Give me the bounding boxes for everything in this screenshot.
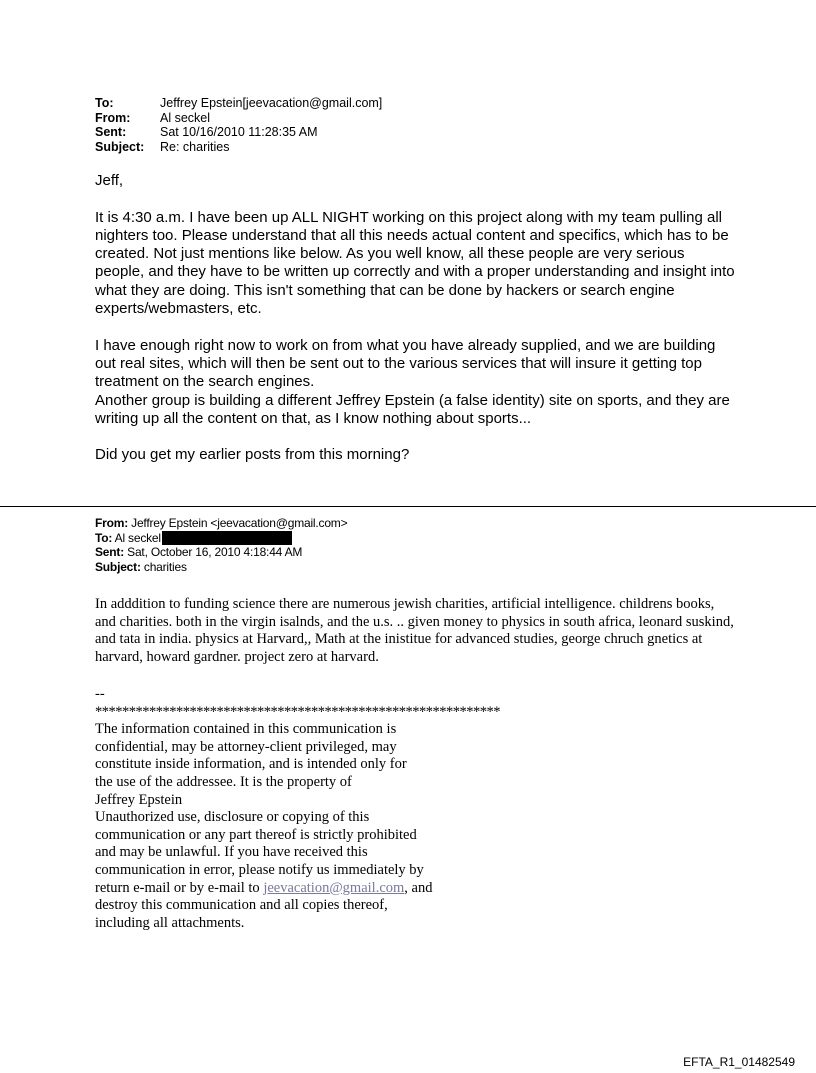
reply-sent-row xyxy=(95,125,382,140)
from-value: Al seckel xyxy=(160,110,211,125)
reply-body xyxy=(95,172,735,465)
disclaimer-line: communication or any part thereof is strictly prohibited xyxy=(95,826,417,843)
signature-block xyxy=(95,686,500,932)
greeting: Jeff, xyxy=(95,172,124,189)
sent-label: Sent: xyxy=(95,125,127,139)
subject-value: Re: charities xyxy=(160,139,230,154)
orig-to-value: Al seckel xyxy=(114,530,161,545)
original-header xyxy=(95,516,347,574)
return-prefix: return e-mail or by e-mail to xyxy=(95,879,264,896)
return-suffix: , and xyxy=(404,879,433,896)
original-from-row xyxy=(95,516,347,531)
disclaimer-line: Unauthorized use, disclosure or copying of this xyxy=(95,809,370,826)
disclaimer-line: confidential, may be attorney-client privileged, may xyxy=(95,738,397,755)
orig-sent-label: Sent: xyxy=(95,545,125,559)
reply-paragraph-4: Did you get my earlier posts from this morning? xyxy=(95,446,410,464)
reply-header xyxy=(95,96,382,154)
signature-dashes: -- xyxy=(95,686,105,702)
reply-paragraph-3: Another group is building a different Jeffrey Epstein (a false identity) site on sports, and they are writing up all the content on that, as I know nothing about sports... xyxy=(95,391,730,427)
original-paragraph: In adddition to funding science there are numerous jewish charities, artificial intelligence. childrens books, and charities. both in the virgin isalnds, and the u.s. .. given money to physics in south africa, leonard suskind, and tata in india. physics at Harvard,, Math at the inistitue for advanced studies, george chruch gnetics at harvard, howard gardner. project zero at harvard. xyxy=(95,596,734,665)
disclaimer-line: the use of the addressee. It is the property of xyxy=(95,773,352,790)
disclaimer-line: Jeffrey Epstein xyxy=(95,791,183,808)
original-subject-row xyxy=(95,560,347,575)
reply-to-row xyxy=(95,96,382,111)
original-sent-row xyxy=(95,545,347,560)
reply-paragraph-1: It is 4:30 a.m. I have been up ALL NIGHT working on this project along with my team pulling all nighters too. Please understand that all this needs actual content and specifics, which has to be created. Not just mentions like below. As you well know, all these people are very serious people, and they have to be written up correctly and with a proper understanding and insight into what they are doing. This isn't something that can be done by hackers or search engine experts/webmasters, etc. xyxy=(95,208,735,318)
document-id: EFTA_R1_01482549 xyxy=(683,1055,795,1069)
reply-from-row xyxy=(95,111,382,126)
original-body xyxy=(95,596,735,666)
to-label: To: xyxy=(95,96,114,110)
disclaimer-line: communication in error, please notify us immediately by xyxy=(95,861,424,878)
signature-stars: ************************************************************ xyxy=(95,703,500,720)
orig-subject-value: charities xyxy=(143,559,187,574)
disclaimer-line: The information contained in this communication is xyxy=(95,721,397,738)
disclaimer-line: destroy this communication and all copies thereof, xyxy=(95,897,388,914)
orig-sent-value: Sat, October 16, 2010 4:18:44 AM xyxy=(127,545,303,559)
reply-subject-row xyxy=(95,140,382,155)
disclaimer-line: and may be unlawful. If you have received this xyxy=(95,844,368,861)
disclaimer-line: including all attachments. xyxy=(95,914,245,931)
subject-label: Subject: xyxy=(95,139,145,154)
reply-paragraph-2: I have enough right now to work on from what you have already supplied, and we are building out real sites, which will then be sent out to the various services that will insure it getting top treatment on the search engines. xyxy=(95,336,716,391)
email-link[interactable]: jeevacation@gmail.com xyxy=(263,879,405,896)
disclaimer-line-email xyxy=(95,880,500,898)
sent-value: Sat 10/16/2010 11:28:35 AM xyxy=(160,125,318,139)
orig-from-label: From: xyxy=(95,516,128,530)
to-value: Jeffrey Epstein[jeevacation@gmail.com] xyxy=(160,96,383,110)
orig-subject-label: Subject: xyxy=(95,559,141,574)
original-to-row xyxy=(95,531,347,546)
message-divider xyxy=(0,506,816,507)
orig-from-value: Jeffrey Epstein <jeevacation@gmail.com> xyxy=(131,516,348,530)
disclaimer-line: constitute inside information, and is intended only for xyxy=(95,756,407,773)
redaction-box xyxy=(162,531,292,545)
from-label: From: xyxy=(95,110,131,125)
orig-to-label: To: xyxy=(95,530,113,545)
